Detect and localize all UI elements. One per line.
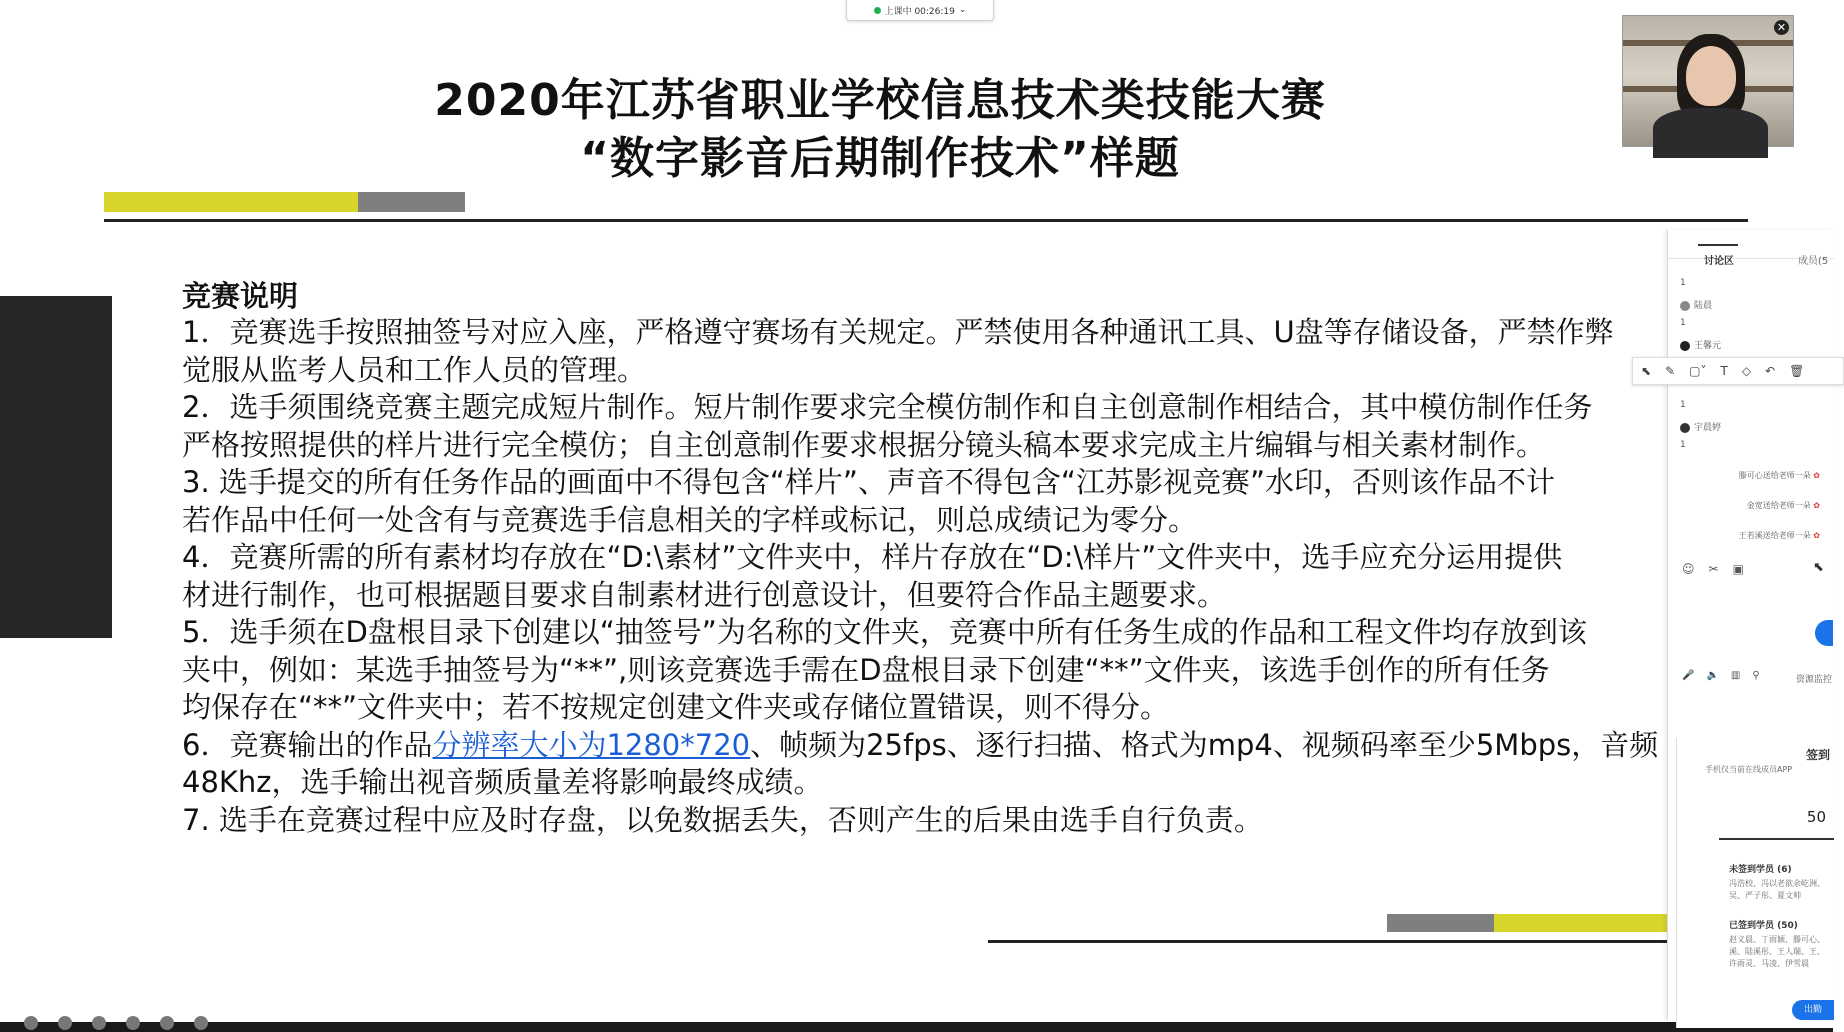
signin-panel: [1676, 738, 1834, 1028]
emoji-icon[interactable]: ☺: [1682, 562, 1695, 576]
rule-6-suffix: 、帧频为25fps、逐行扫描、格式为mp4、视频码率至少5Mbps，音频: [750, 727, 1659, 762]
mic-icon[interactable]: [24, 1016, 38, 1030]
settings-icon[interactable]: [194, 1016, 208, 1030]
decor-bar-yellow: [104, 192, 358, 212]
flower-icon: ✿: [1813, 501, 1820, 510]
resolution-link[interactable]: 分辨率大小为1280*720: [432, 727, 751, 762]
trash-icon[interactable]: 🗑: [1789, 364, 1805, 378]
rule-line: 严格按照提供的样片进行完全模仿；自主创意制作要求根据分镜头稿本要求完成主片编辑与相关素材制作。: [182, 427, 1546, 462]
section-heading: 竞赛说明: [182, 279, 299, 313]
chat-icon[interactable]: [160, 1016, 174, 1030]
layout-icon[interactable]: ▥: [1730, 670, 1741, 681]
chat-sender: [1680, 298, 1712, 311]
signed-names: 赵义晨、丁雨颖、滕可心、溪、陆溪彤、王人瑞、王、许雨灵、马凌、伊雪晨: [1729, 935, 1825, 968]
rule-line: 材进行制作，也可根据题目要求自制素材进行创意设计，但要符合作品主题要求。: [182, 577, 1227, 612]
screenshot-icon[interactable]: [126, 1016, 140, 1030]
undo-icon[interactable]: ↶: [1765, 364, 1776, 378]
shape-icon[interactable]: ▢˅: [1689, 364, 1707, 378]
chat-message: 1: [1680, 440, 1686, 450]
live-status-dot: [874, 7, 881, 14]
flower-icon: ✿: [1813, 531, 1820, 540]
gift-message: [1747, 500, 1820, 511]
rule-6-prefix: 6．竞赛输出的作品: [182, 727, 433, 762]
slide-title-line1: 2020年江苏省职业学校信息技术类技能大赛: [434, 75, 1326, 126]
sender-name: 王馨元: [1694, 341, 1722, 351]
decor-bar-grey-bottom: [1387, 914, 1494, 932]
chat-sender: [1680, 338, 1721, 351]
footer-divider: [988, 940, 1678, 943]
avatar: [1680, 341, 1690, 351]
teacher-face: [1686, 46, 1736, 106]
teacher-body: [1653, 108, 1768, 158]
close-icon[interactable]: ✕: [1774, 20, 1789, 35]
image-icon[interactable]: ▣: [1732, 562, 1744, 576]
signin-divider: [1719, 838, 1834, 840]
signin-count: 50: [1806, 808, 1826, 826]
decor-dark-block: [0, 296, 112, 638]
scissors-icon[interactable]: ✂: [1708, 562, 1719, 576]
avatar: [1680, 423, 1690, 433]
chat-message: 1: [1680, 318, 1686, 328]
tab-discussion[interactable]: 讨论区: [1704, 256, 1734, 267]
class-status-pill[interactable]: [846, 0, 994, 21]
mouse-cursor-icon: ⬉: [1813, 560, 1824, 575]
bottom-toolbar: [0, 1022, 1833, 1032]
class-timer: 上课中 00:26:19: [884, 6, 955, 17]
rule-line: 1．竞赛选手按照抽签号对应入座，严格遵守赛场有关规定。严禁使用各种通讯工具、U盘等存储设备，严禁作弊: [182, 315, 1614, 349]
rule-line-6: [182, 727, 1662, 765]
flower-icon: ✿: [1813, 471, 1820, 480]
rule-line: 若作品中任何一处含有与竞赛选手信息相关的字样或标记，则总成绩记为零分。: [182, 502, 1198, 537]
gift-message: [1739, 470, 1820, 481]
rule-line: 3. 选手提交的所有任务作品的画面中不得包含“样片”、声音不得包含“江苏影视竞赛”水印，否则该作品不计: [182, 465, 1555, 499]
gift-text: 滕可心送给老师一朵: [1738, 471, 1811, 480]
rule-line: 4．竞赛所需的所有素材均存放在“D:\素材”文件夹中，样片存放在“D:\样片”文件夹中，选手应充分运用提供: [182, 540, 1563, 574]
rule-line: 觉服从监考人员和工作人员的管理。: [182, 352, 647, 387]
pen-icon[interactable]: [92, 1016, 106, 1030]
signin-title: 签到: [1805, 748, 1830, 762]
text-icon[interactable]: T: [1720, 364, 1728, 378]
chat-message: 1: [1680, 278, 1686, 288]
signin-subtitle: 手机仅当前在线成员APP: [1705, 765, 1793, 774]
chevron-down-icon[interactable]: ⌄: [958, 5, 967, 15]
resource-monitor-link[interactable]: 资源监控: [1795, 675, 1832, 685]
active-tab-indicator: [1698, 244, 1738, 246]
gift-text: 金宽送给老师一朵: [1746, 501, 1811, 510]
decor-bar-grey: [358, 192, 465, 212]
rule-line: 7. 选手在竞赛过程中应及时存盘，以免数据丢失，否则产生的后果由选手自行负责。: [182, 802, 1263, 837]
rule-line: 均保存在“**”文件夹中；若不按规定创建文件夹或存储位置错误，则不得分。: [182, 690, 1170, 724]
gift-text: 王若溪送给老师一朵: [1738, 531, 1811, 540]
mic-icon[interactable]: 🎤: [1682, 670, 1695, 681]
slide-body: [182, 278, 1662, 839]
rule-line: 48Khz，选手输出视音频质量差将影响最终成绩。: [182, 765, 823, 799]
rule-line: 夹中，例如：某选手抽签号为“**”,则该竞赛选手需在D盘根目录下创建“**”文件夹，该选手创作的所有任务: [182, 652, 1550, 687]
pen-icon[interactable]: ✎: [1665, 364, 1676, 378]
chat-sender: [1680, 420, 1721, 433]
chat-actions: [1682, 562, 1744, 576]
pointer-icon[interactable]: ⬉: [1641, 364, 1652, 378]
tab-members[interactable]: 成员(5: [1798, 256, 1829, 267]
signed-label: 已签到学员 (50): [1729, 921, 1798, 931]
speaker-icon[interactable]: 🔈: [1706, 670, 1719, 681]
attendance-button[interactable]: 出勤: [1792, 1000, 1834, 1020]
slide-title-line2: “数字影音后期制作技术”样题: [580, 133, 1180, 184]
teacher-webcam[interactable]: [1622, 15, 1794, 147]
not-signed-label: 未签到学员 (6): [1729, 865, 1792, 875]
gift-message: [1739, 530, 1820, 541]
not-signed-names: 冯浩校、冯以老欲余屹洲、吴、严子彤、夏文帅: [1729, 879, 1825, 900]
media-tools: [1682, 670, 1760, 681]
eraser-icon[interactable]: ◇: [1741, 364, 1752, 378]
rule-line: 5．选手须在D盘根目录下创建以“抽签号”为名称的文件夹，竞赛中所有任务生成的作品和工程文件均存放到该: [182, 615, 1587, 649]
decor-bar-yellow-bottom: [1494, 914, 1674, 932]
camera-icon[interactable]: [58, 1016, 72, 1030]
location-icon[interactable]: ⚲: [1752, 670, 1760, 681]
rule-line: 2．选手须围绕竞赛主题完成短片制作。短片制作要求完全模仿制作和自主创意制作相结合，其中模仿制作任务: [182, 390, 1593, 424]
title-divider: [104, 219, 1748, 222]
sender-name: 陆晨: [1694, 301, 1713, 311]
sender-name: 宇晨婷: [1694, 423, 1722, 433]
avatar: [1680, 301, 1690, 311]
chat-message: 1: [1680, 400, 1686, 410]
annotation-toolbar: [1632, 357, 1844, 385]
